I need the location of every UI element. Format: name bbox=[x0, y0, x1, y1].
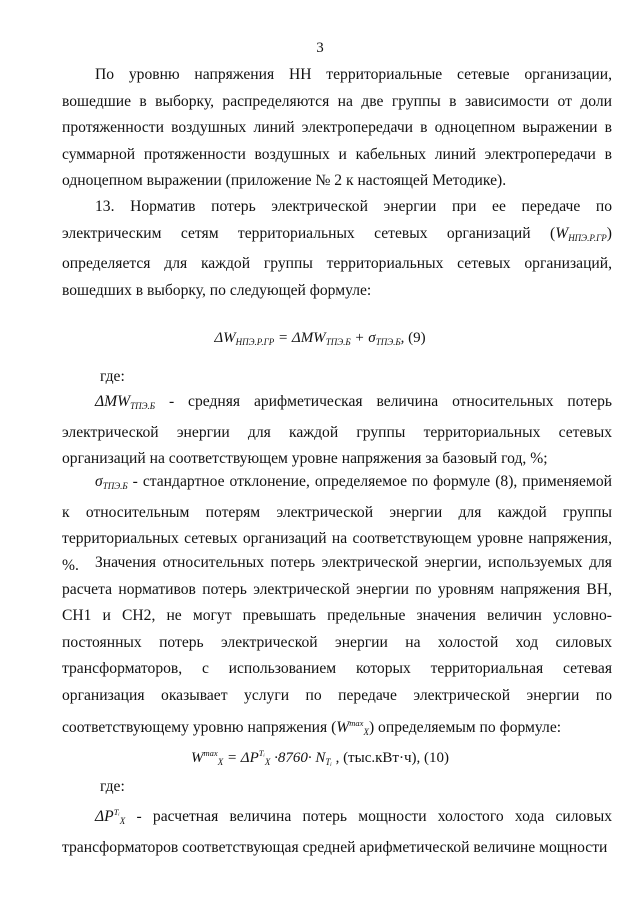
def-sigma-text: - стандартное отклонение, определяемое по формуле (8), применяемой к относительным потерям электрической энергии для каждой группы территориальных сетевых организаций на соответствующем уровне напряжения, %. bbox=[62, 473, 612, 574]
def-dp-symbol-sub: X bbox=[119, 816, 126, 826]
where-label-1: где: bbox=[100, 368, 125, 385]
p13-symbol-w-sub: НПЭ.Р.ГР bbox=[568, 232, 607, 243]
formula-10 bbox=[0, 748, 640, 767]
def-sigma-symbol: σ bbox=[95, 473, 103, 490]
f10-w-sup: max bbox=[203, 748, 218, 758]
limits-symbol-sup: max bbox=[349, 717, 364, 728]
f9-mw: = ΔMW bbox=[274, 330, 326, 346]
limits-text-end: ) определяемым по формуле: bbox=[368, 718, 562, 736]
f9-lhs: ΔW bbox=[214, 330, 236, 346]
definition-mw bbox=[62, 389, 612, 473]
f10-w: W bbox=[191, 750, 204, 766]
f10-tail: , (тыс.кВт·ч), (10) bbox=[331, 750, 449, 766]
formula-9 bbox=[0, 330, 640, 347]
paragraph-groups: По уровню напряжения НН территориальные сетевые организации, вошедшие в выборку, распределяются на две группы в зависимости от доли протяженности воздушных линий электропередачи в одноцепном выражении в суммарной протяженности воздушных и кабельных линий электропередачи в одноцепном выражении (приложение № 2 к настоящей Методике). bbox=[62, 66, 612, 190]
def-dp-symbol: ΔP bbox=[95, 808, 114, 825]
def-dp-text: - расчетная величина потерь мощности холостого хода силовых трансформаторов соответствующая средней арифметической величине мощности bbox=[62, 808, 612, 856]
f9-lhs-sub: НПЭ.Р.ГР bbox=[235, 337, 275, 347]
page-number: 3 bbox=[316, 40, 324, 56]
paragraph-limits bbox=[62, 550, 612, 745]
f9-mw-sub: ТПЭ.Б bbox=[325, 337, 351, 347]
f10-w-sub: X bbox=[217, 757, 224, 767]
def-mw-symbol: ΔMW bbox=[95, 393, 131, 410]
where-label-2: где: bbox=[100, 778, 125, 795]
f9-number: , (9) bbox=[400, 330, 426, 346]
f10-n: ·8760· N bbox=[270, 750, 326, 766]
f10-p-sub: X bbox=[264, 757, 271, 767]
f10-n-sub: Tᵢ bbox=[325, 757, 332, 767]
def-mw-symbol-sub: ТПЭ.Б bbox=[130, 401, 156, 411]
f9-sigma-sub: ТПЭ.Б bbox=[375, 337, 401, 347]
f10-p-sup: Tᵢ bbox=[258, 748, 265, 758]
f10-p: = ΔP bbox=[223, 750, 259, 766]
p13-symbol-w: W bbox=[555, 224, 569, 242]
paragraph-13 bbox=[62, 194, 612, 304]
limits-symbol-w: W bbox=[336, 718, 350, 736]
def-dp-symbol-sup: Tᵢ bbox=[113, 807, 120, 817]
definition-dp bbox=[62, 799, 612, 861]
def-mw-text: - средняя арифметическая величина относительных потерь электрической энергии для каждой группы территориальных сетевых организаций на соответствующем уровне напряжения за базовый год, %; bbox=[62, 393, 612, 468]
limits-symbol-sub: X bbox=[363, 726, 369, 737]
def-sigma-symbol-sub: ТПЭ.Б bbox=[102, 481, 128, 491]
p13-text-end: ) определяется для каждой группы территориальных сетевых организаций, вошедших в выборку, по следующей формуле: bbox=[62, 224, 612, 299]
f9-sigma: + σ bbox=[350, 330, 376, 346]
limits-text: Значения относительных потерь электрической энергии, используемых для расчета нормативов потерь электрической энергии по уровням напряжения ВН, СН1 и СН2, не могут превышать предельные значения величин условно-постоянных потерь электрической энергии на холостой ход силовых трансформаторов, с использованием которых территориальная сетевая организация оказывает услуги по передаче электрической энергии по соответствующему уровню напряжения ( bbox=[62, 554, 612, 736]
p13-text-start: 13. Норматив потерь электрической энергии при ее передаче по электрическим сетям территориальных сетевых организаций ( bbox=[62, 198, 612, 242]
